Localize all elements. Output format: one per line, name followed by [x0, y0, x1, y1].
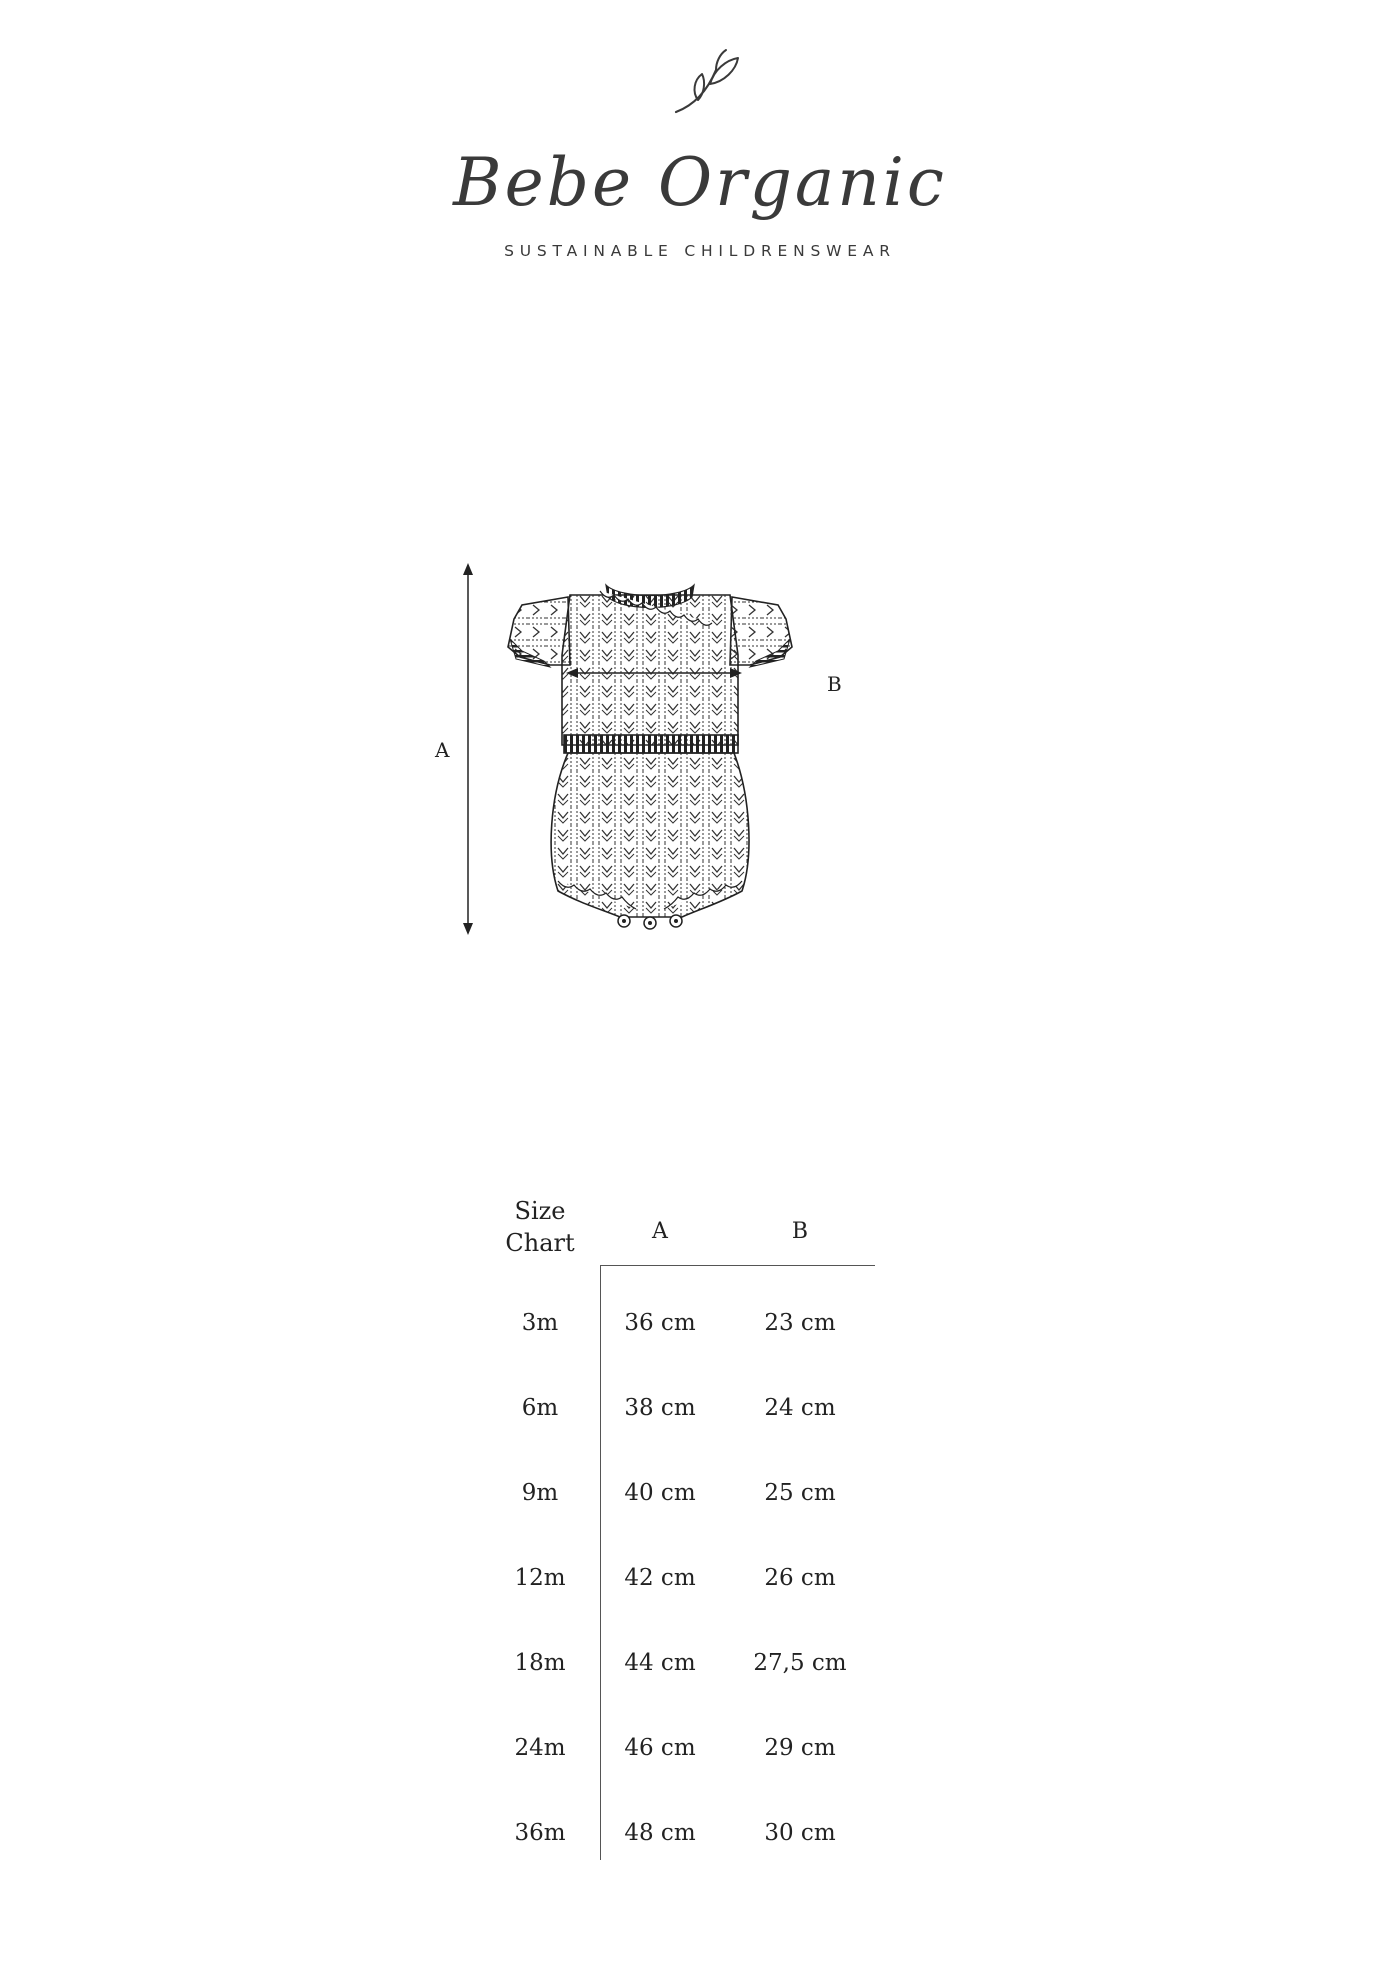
table-row: [490, 1473, 890, 1513]
measure-b-cell: 30 cm: [764, 1820, 836, 1846]
size-chart-heading-line1: Size: [514, 1197, 566, 1225]
header-divider: [600, 1265, 875, 1266]
size-chart-heading: [500, 1195, 580, 1260]
size-cell: 3m: [521, 1310, 559, 1336]
measure-a-cell: 40 cm: [624, 1480, 696, 1506]
size-cell: 9m: [521, 1480, 559, 1506]
snap-buttons-icon: [618, 915, 682, 929]
measure-a-cell: 48 cm: [624, 1820, 696, 1846]
table-row: [490, 1643, 890, 1683]
dimension-b-label: B: [827, 672, 842, 696]
table-row: [490, 1728, 890, 1768]
measure-a-cell: 38 cm: [624, 1395, 696, 1421]
measure-b-cell: 29 cm: [764, 1735, 836, 1761]
table-row: [490, 1388, 890, 1428]
measure-b-cell: 25 cm: [764, 1480, 836, 1506]
measure-b-cell: 26 cm: [764, 1565, 836, 1591]
measure-b-cell: 24 cm: [764, 1395, 836, 1421]
size-chart-table: [490, 1195, 890, 1875]
size-cell: 6m: [521, 1395, 559, 1421]
brand-tagline: SUSTAINABLE CHILDRENSWEAR: [504, 242, 896, 260]
measure-a-cell: 46 cm: [624, 1735, 696, 1761]
measure-a-cell: 36 cm: [624, 1310, 696, 1336]
size-cell: 18m: [514, 1650, 566, 1676]
column-header-a: A: [652, 1219, 668, 1244]
column-header-b: B: [791, 1219, 809, 1244]
measure-b-cell: 27,5 cm: [753, 1650, 847, 1676]
measure-a-cell: 42 cm: [624, 1565, 696, 1591]
size-cell: 36m: [514, 1820, 566, 1846]
size-chart-heading-line2: Chart: [505, 1229, 575, 1258]
table-row: [490, 1558, 890, 1598]
measure-a-cell: 44 cm: [624, 1650, 696, 1676]
size-cell: 12m: [514, 1565, 566, 1591]
brand-name: Bebe Organic: [453, 144, 947, 221]
dimension-a-label: A: [435, 738, 450, 762]
romper-measurement-illustration: [420, 555, 880, 955]
dimension-a-arrow: [463, 563, 473, 935]
leaf-sprig-logo-icon: [672, 48, 752, 116]
table-row: [490, 1303, 890, 1343]
measure-b-cell: 23 cm: [764, 1310, 836, 1336]
table-row: [490, 1813, 890, 1853]
size-cell: 24m: [514, 1735, 566, 1761]
